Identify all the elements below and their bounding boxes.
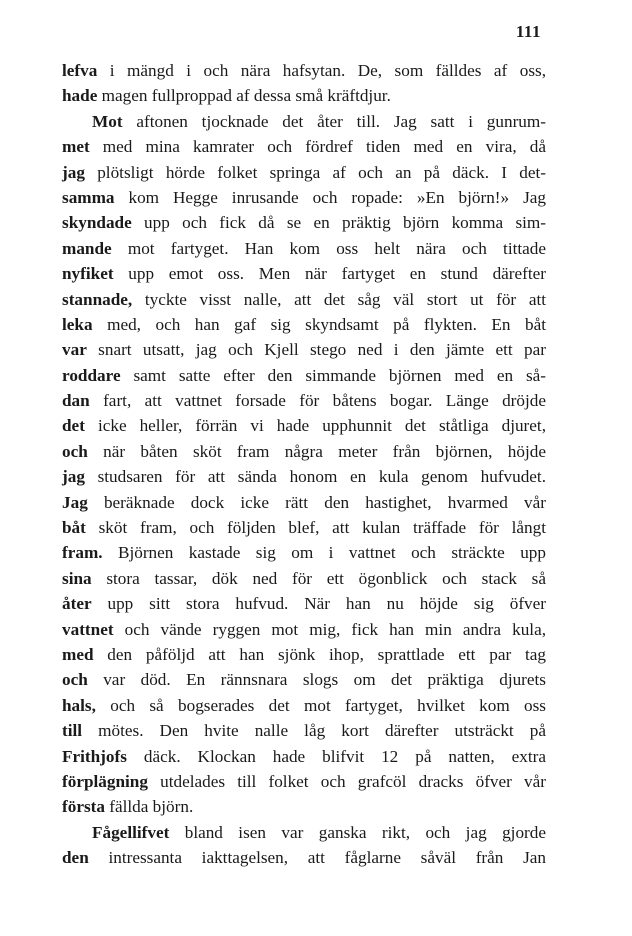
text-line xyxy=(62,134,546,159)
text-line xyxy=(62,591,546,616)
line-first-word: hade xyxy=(62,86,98,106)
text-line xyxy=(62,312,546,337)
line-first-word: och xyxy=(62,670,88,690)
line-text: med mina kamrater och fördref tiden med en vira, då xyxy=(89,137,546,157)
text-line xyxy=(62,566,546,591)
line-text: fart, att vattnet forsade för båtens bogar. Länge dröjde xyxy=(89,391,546,411)
line-first-word: jag xyxy=(62,467,85,487)
line-first-word: dan xyxy=(62,391,90,411)
line-text: fällda björn. xyxy=(104,797,194,817)
text-line xyxy=(62,642,546,667)
line-first-word: båt xyxy=(62,518,86,538)
line-text: studsaren för att sända honom en kula genom hufvudet. xyxy=(84,467,546,487)
line-text: plötsligt hörde folket springa af och an på däck. I det- xyxy=(84,162,546,182)
text-line xyxy=(62,540,546,565)
line-first-word: hals, xyxy=(62,695,96,715)
line-first-word: lefva xyxy=(62,61,98,80)
line-text: magen fullproppad af dessa små kräftdjur. xyxy=(97,86,391,106)
line-text: däck. Klockan hade blifvit 12 på natten, extra xyxy=(126,746,546,766)
line-first-word: till xyxy=(62,721,83,741)
line-text: samt satte efter den simmande björnen med en så- xyxy=(120,365,546,385)
line-text: mötes. Den hvite nalle låg kort därefter utsträckt på xyxy=(82,721,546,741)
line-text: upp och fick då se en präktig björn komma sim- xyxy=(131,213,546,233)
line-first-word: vattnet xyxy=(62,619,114,639)
line-first-word: Frithjofs xyxy=(62,746,127,766)
text-line xyxy=(62,160,546,185)
line-first-word: Jag xyxy=(62,492,88,512)
text-line xyxy=(62,261,546,286)
line-text: mot fartyget. Han kom oss helt nära och tittade xyxy=(111,238,546,258)
line-first-word: Mot xyxy=(92,111,123,131)
text-line xyxy=(62,337,546,362)
line-text: bland isen var ganska rikt, och jag gjorde xyxy=(169,822,546,842)
page-number: 111 xyxy=(515,22,541,41)
text-line xyxy=(62,287,546,312)
line-first-word: förplägning xyxy=(62,771,148,791)
line-text: beräknade dock icke rätt den hastighet, hvarmed vår xyxy=(87,492,546,512)
line-first-word: nyfiket xyxy=(62,264,114,284)
line-text: snart utsatt, jag och Kjell stego ned i den jämte ett par xyxy=(86,340,546,360)
line-text: upp sitt stora hufvud. När han nu höjde sig öfver xyxy=(91,594,546,614)
text-line xyxy=(62,820,546,845)
line-first-word: stannade, xyxy=(62,289,133,309)
text-line xyxy=(62,210,546,235)
text-line xyxy=(62,236,546,261)
text-line xyxy=(62,58,546,83)
line-text: och vände ryggen mot mig, fick han min andra kula, xyxy=(113,619,546,639)
line-text: i mängd i och nära hafsytan. De, som fälldes af oss, xyxy=(97,61,546,80)
line-first-word: åter xyxy=(62,594,92,614)
line-first-word: jag xyxy=(62,162,85,182)
text-line xyxy=(62,490,546,515)
text-line xyxy=(62,83,546,108)
line-text: stora tassar, dök ned för ett ögonblick och stack så xyxy=(91,568,546,588)
text-line xyxy=(62,388,546,413)
text-line xyxy=(62,667,546,692)
line-text: när båten sköt fram några meter från björnen, höjde xyxy=(87,441,546,461)
line-text: Björnen kastade sig om i vattnet och sträckte upp xyxy=(102,543,546,563)
line-first-word: met xyxy=(62,137,90,157)
line-first-word: sina xyxy=(62,568,92,588)
text-line xyxy=(62,363,546,388)
line-text: utdelades till folket och grafcöl dracks öfver vår xyxy=(147,771,546,791)
line-text: med, och han gaf sig skyndsamt på flykten. En båt xyxy=(92,314,546,334)
line-first-word: leka xyxy=(62,314,93,334)
text-line xyxy=(62,109,546,134)
line-first-word: det xyxy=(62,416,85,436)
line-text: sköt fram, och följden blef, att kulan träffade för långt xyxy=(85,518,546,538)
text-line xyxy=(62,794,546,819)
text-line xyxy=(62,718,546,743)
text-line xyxy=(62,413,546,438)
text-line xyxy=(62,439,546,464)
line-text: tyckte visst nalle, att det såg väl stort ut för att xyxy=(132,289,546,309)
line-first-word: skyndade xyxy=(62,213,132,233)
line-first-word: med xyxy=(62,644,94,664)
text-line xyxy=(62,464,546,489)
text-line xyxy=(62,769,546,794)
line-first-word: samma xyxy=(62,187,115,207)
text-line xyxy=(62,845,546,870)
line-text: var död. En rännsnara slogs om det präktiga djurets xyxy=(87,670,546,690)
text-line xyxy=(62,693,546,718)
line-text: aftonen tjocknade det åter till. Jag satt i gunrum- xyxy=(122,111,546,131)
line-text: och så bogserades det mot fartyget, hvilket kom oss xyxy=(95,695,546,715)
line-text: icke heller, förrän vi hade upphunnit det ståtliga djuret, xyxy=(84,416,546,436)
text-line xyxy=(62,744,546,769)
line-first-word: den xyxy=(62,848,89,868)
body-text xyxy=(62,58,546,871)
text-line xyxy=(62,617,546,642)
line-text: kom Hegge inrusande och ropade: »En björn!» Jag xyxy=(114,187,546,207)
line-text: upp emot oss. Men när fartyget en stund därefter xyxy=(113,264,546,284)
line-first-word: roddare xyxy=(62,365,121,385)
line-first-word: var xyxy=(62,340,87,360)
text-line xyxy=(62,185,546,210)
line-first-word: och xyxy=(62,441,88,461)
line-first-word: mande xyxy=(62,238,112,258)
line-first-word: fram. xyxy=(62,543,103,563)
line-first-word: första xyxy=(62,797,105,817)
line-text: den påföljd att han sjönk ihop, sprattlade ett par tag xyxy=(93,644,546,664)
line-first-word: Fågellifvet xyxy=(92,822,170,842)
line-text: intressanta iakttagelsen, att fåglarne såväl från Jan xyxy=(88,848,546,868)
text-line xyxy=(62,515,546,540)
